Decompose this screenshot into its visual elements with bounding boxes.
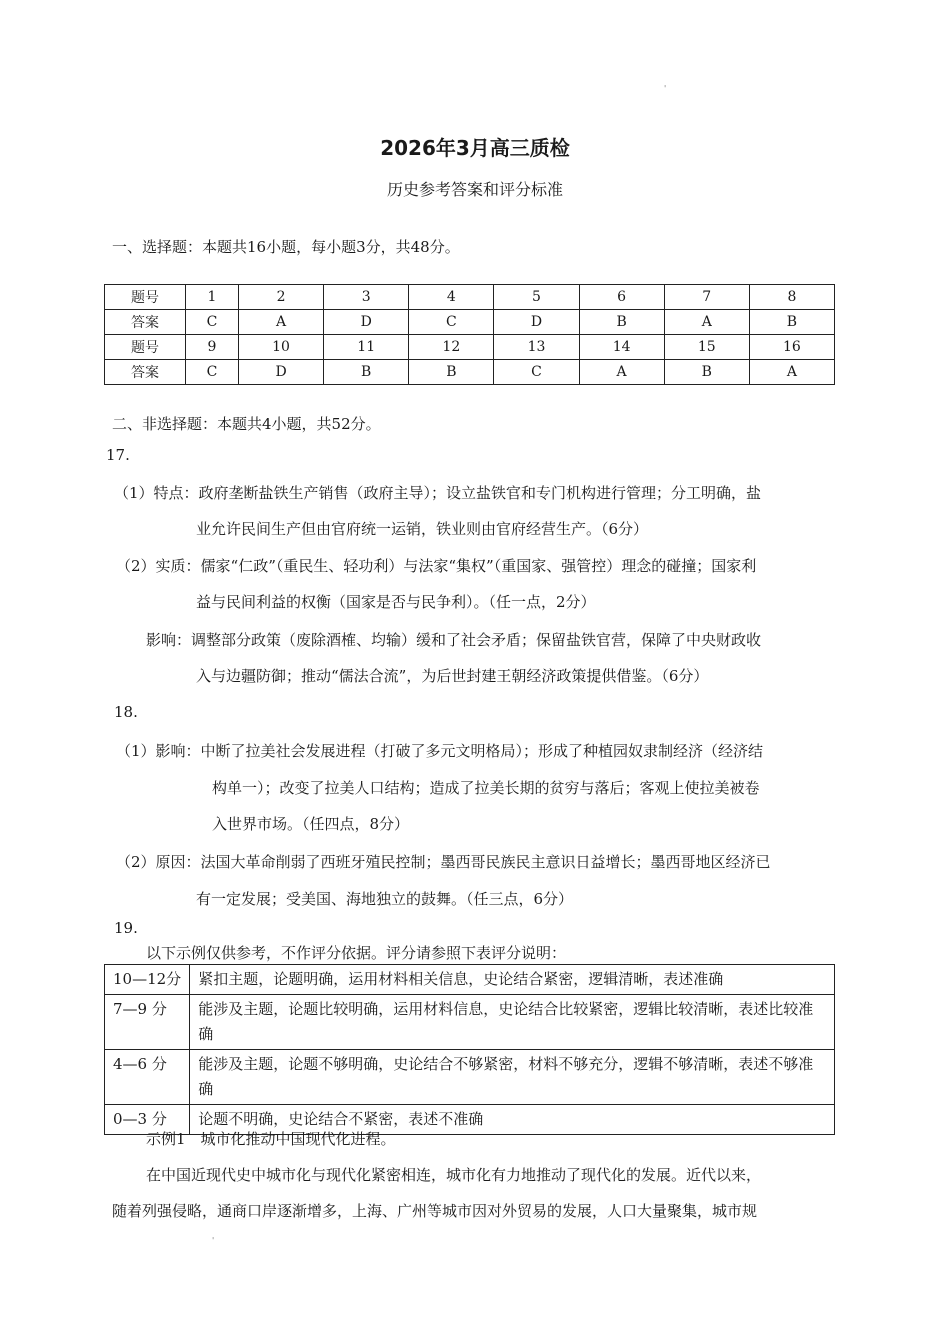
q18-number: 18. [114, 703, 138, 721]
answer-table-cell: 6 [579, 285, 664, 310]
answer-table-cell: 1 [186, 285, 239, 310]
answer-table-row [105, 335, 835, 360]
q19-note: 以下示例仅供参考，不作评分依据。评分请参照下表评分说明： [146, 944, 567, 962]
answer-table-cell: C [494, 360, 579, 385]
answer-table-row [105, 360, 835, 385]
rubric-row [105, 965, 835, 995]
answer-table-cell: 5 [494, 285, 579, 310]
answer-table-cell: A [238, 310, 323, 335]
rubric-description: 论题不明确，史论结合不紧密，表述不准确 [190, 1105, 835, 1135]
answer-table-cell: B [324, 360, 409, 385]
q18-part2-line1: （2）原因：法国大革命削弱了西班牙殖民控制；墨西哥民族民主意识日益增长；墨西哥地区经济已 [116, 853, 771, 871]
answer-table-cell: B [749, 310, 834, 335]
answer-table [104, 284, 835, 385]
rubric-level: 10—12分 [105, 965, 190, 995]
answer-table-row-header: 答案 [105, 310, 186, 335]
q18-part1-line2: 构单一）；改变了拉美人口结构；造成了拉美长期的贫穷与落后；客观上使拉美被卷 [212, 779, 760, 797]
q18-part1-line3: 入世界市场。（任四点，8分） [212, 815, 410, 833]
answer-table-cell: 14 [579, 335, 664, 360]
answer-table-cell: A [664, 310, 749, 335]
answer-table-cell: C [409, 310, 494, 335]
q17-part3-line2: 入与边疆防御；推动“儒法合流”，为后世封建王朝经济政策提供借鉴。（6分） [196, 667, 709, 685]
rubric-row [105, 1050, 835, 1105]
answer-table-cell: 12 [409, 335, 494, 360]
answer-table-cell: B [664, 360, 749, 385]
rubric-level: 0—3 分 [105, 1105, 190, 1135]
answer-table-cell: 9 [186, 335, 239, 360]
section2-heading: 二、非选择题：本题共4小题，共52分。 [112, 415, 381, 433]
answer-table-cell: 4 [409, 285, 494, 310]
answer-table-row [105, 285, 835, 310]
answer-table-cell: 7 [664, 285, 749, 310]
answer-table-cell: 16 [749, 335, 834, 360]
rubric-row [105, 995, 835, 1050]
scan-mark-top: ' [664, 84, 667, 93]
q18-part2-line2: 有一定发展；受美国、海地独立的鼓舞。（任三点，6分） [196, 890, 574, 908]
answer-table-cell: 2 [238, 285, 323, 310]
rubric-table [104, 964, 835, 1135]
q19-example-title: 示例1 城市化推动中国现代化进程。 [146, 1130, 396, 1148]
q17-part2-line1: （2）实质：儒家“仁政”（重民生、轻功利）与法家“集权”（重国家、强管控）理念的碰撞；国家利 [116, 557, 757, 575]
q17-part1-line2: 业允许民间生产但由官府统一运销，铁业则由官府经营生产。（6分） [196, 520, 649, 538]
scan-mark-bottom: ' [212, 1236, 215, 1245]
rubric-description: 能涉及主题，论题不够明确，史论结合不够紧密，材料不够充分，逻辑不够清晰，表述不够准确 [190, 1050, 835, 1105]
answer-table-cell: D [494, 310, 579, 335]
answer-table-cell: 8 [749, 285, 834, 310]
answer-table-cell: 11 [324, 335, 409, 360]
document-subtitle: 历史参考答案和评分标准 [386, 180, 563, 199]
answer-table-row-header: 答案 [105, 360, 186, 385]
q17-number: 17. [106, 446, 130, 464]
answer-table-cell: C [186, 360, 239, 385]
q17-part1-line1: （1）特点：政府垄断盐铁生产销售（政府主导）；设立盐铁官和专门机构进行管理；分工明确，盐 [114, 484, 762, 502]
rubric-description: 能涉及主题，论题比较明确，运用材料信息，史论结合比较紧密，逻辑比较清晰，表述比较准确 [190, 995, 835, 1050]
answer-table-cell: 13 [494, 335, 579, 360]
q19-number: 19. [114, 919, 138, 937]
rubric-level: 7—9 分 [105, 995, 190, 1050]
answer-table-cell: A [749, 360, 834, 385]
q19-example-line1: 在中国近现代史中城市化与现代化紧密相连，城市化有力地推动了现代化的发展。近代以来， [146, 1166, 762, 1184]
answer-table-cell: 10 [238, 335, 323, 360]
answer-table-row [105, 310, 835, 335]
answer-table-cell: D [324, 310, 409, 335]
q17-part3-line1: 影响：调整部分政策（废除酒榷、均输）缓和了社会矛盾；保留盐铁官营，保障了中央财政收 [146, 631, 762, 649]
answer-table-row-header: 题号 [105, 285, 186, 310]
document-title: 2026年3月高三质检 [380, 136, 570, 160]
rubric-description: 紧扣主题，论题明确，运用材料相关信息，史论结合紧密，逻辑清晰，表述准确 [190, 965, 835, 995]
answer-table-cell: 3 [324, 285, 409, 310]
answer-table-row-header: 题号 [105, 335, 186, 360]
rubric-level: 4—6 分 [105, 1050, 190, 1105]
answer-table-cell: B [579, 310, 664, 335]
q17-part2-line2: 益与民间利益的权衡（国家是否与民争利）。（任一点，2分） [196, 593, 596, 611]
answer-table-cell: 15 [664, 335, 749, 360]
q18-part1-line1: （1）影响：中断了拉美社会发展进程（打破了多元文明格局）；形成了种植园奴隶制经济（经济结 [116, 742, 764, 760]
answer-table-cell: D [238, 360, 323, 385]
q19-example-line2: 随着列强侵略，通商口岸逐渐增多，上海、广州等城市因对外贸易的发展，人口大量聚集，城市规 [112, 1202, 758, 1220]
answer-table-cell: A [579, 360, 664, 385]
answer-table-cell: B [409, 360, 494, 385]
section1-heading: 一、选择题：本题共16小题，每小题3分，共48分。 [112, 238, 460, 256]
answer-table-cell: C [186, 310, 239, 335]
